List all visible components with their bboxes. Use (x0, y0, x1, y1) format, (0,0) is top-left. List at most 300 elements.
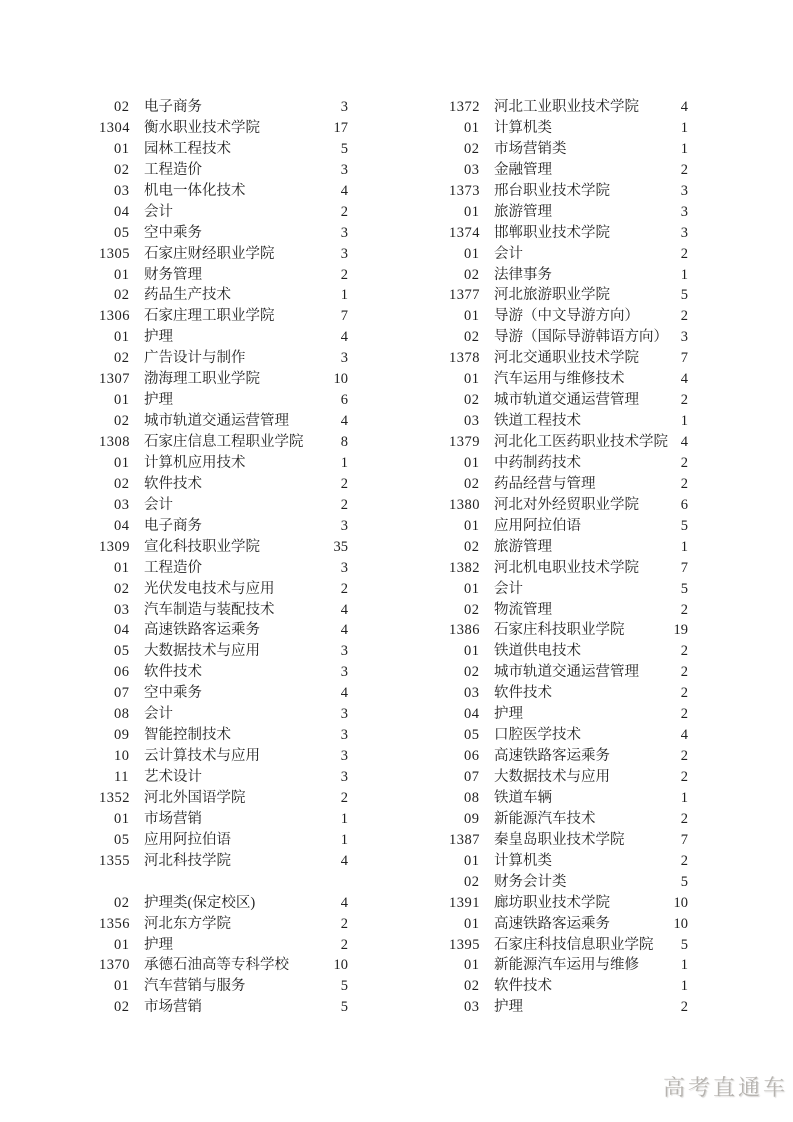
row-code: 02 (464, 329, 480, 346)
row-count: 7 (680, 559, 688, 576)
row-code: 02 (114, 475, 130, 492)
row-code: 01 (464, 454, 480, 471)
major-row (97, 725, 348, 746)
row-count: 2 (680, 810, 688, 827)
row-code: 1370 (99, 957, 130, 974)
row-count: 4 (340, 685, 348, 702)
row-count: 3 (340, 224, 348, 241)
school-row (447, 348, 688, 369)
major-row (447, 641, 688, 662)
row-code: 03 (464, 161, 480, 178)
row-name: 高速铁路客运乘务 (494, 748, 610, 765)
major-row (447, 390, 688, 411)
row-count: 5 (680, 580, 688, 597)
major-row (97, 265, 348, 286)
row-name: 新能源汽车技术 (494, 810, 596, 827)
school-row (97, 914, 348, 935)
row-code: 02 (114, 894, 130, 911)
row-code: 1373 (449, 182, 480, 199)
row-code: 02 (464, 266, 480, 283)
major-row (447, 327, 688, 348)
row-name: 铁道供电技术 (494, 643, 581, 660)
row-count: 10 (673, 894, 688, 911)
row-count: 3 (340, 161, 348, 178)
major-row (447, 244, 688, 265)
row-code: 03 (114, 182, 130, 199)
row-name: 金融管理 (494, 161, 552, 178)
row-count: 2 (340, 936, 348, 953)
row-count: 2 (680, 245, 688, 262)
major-row (97, 181, 348, 202)
row-count: 2 (680, 852, 688, 869)
row-count: 5 (340, 999, 348, 1016)
row-count: 3 (340, 99, 348, 115)
row-name: 法律事务 (494, 266, 552, 283)
row-code: 01 (464, 643, 480, 660)
row-code: 05 (114, 643, 130, 660)
school-row (97, 851, 348, 872)
row-count: 2 (340, 475, 348, 492)
row-count: 7 (680, 350, 688, 367)
major-row (97, 223, 348, 244)
row-name: 云计算技术与应用 (144, 748, 260, 765)
row-code: 01 (114, 266, 130, 283)
row-code: 02 (464, 601, 480, 618)
row-code: 02 (464, 140, 480, 157)
major-row (447, 160, 688, 181)
row-name: 智能控制技术 (144, 727, 231, 744)
row-count: 2 (340, 915, 348, 932)
row-name: 铁道车辆 (494, 789, 552, 806)
row-count: 4 (680, 727, 688, 744)
row-code: 1356 (99, 915, 130, 932)
school-row (447, 893, 688, 914)
major-row (447, 474, 688, 495)
row-code: 1308 (99, 434, 130, 450)
major-row (447, 579, 688, 600)
row-count: 2 (680, 308, 688, 325)
row-name: 会计 (144, 496, 173, 513)
row-count: 2 (680, 161, 688, 178)
row-count: 2 (340, 789, 348, 806)
row-code: 02 (114, 350, 130, 367)
school-row (447, 830, 688, 851)
row-code: 02 (114, 413, 130, 430)
row-code: 01 (114, 810, 130, 827)
row-code: 11 (114, 769, 129, 785)
school-row (447, 285, 688, 306)
major-row (447, 872, 688, 893)
major-row (97, 516, 348, 537)
row-count: 10 (333, 957, 348, 974)
row-name: 邯郸职业技术学院 (494, 224, 610, 241)
row-name: 财务会计类 (494, 873, 567, 890)
row-count: 1 (340, 831, 348, 848)
row-count: 4 (340, 329, 348, 346)
row-name: 机电一体化技术 (144, 182, 246, 199)
row-code: 01 (464, 915, 480, 932)
row-count: 3 (680, 203, 688, 220)
row-code: 10 (114, 748, 130, 765)
major-row (447, 914, 688, 935)
major-row (447, 788, 688, 809)
row-count: 3 (340, 559, 348, 576)
row-code: 01 (114, 140, 130, 157)
major-row (97, 976, 348, 997)
major-row (447, 516, 688, 537)
row-name: 光伏发电技术与应用 (144, 580, 275, 597)
row-name: 软件技术 (144, 475, 202, 492)
row-code: 01 (464, 852, 480, 869)
row-name: 石家庄科技信息职业学院 (494, 936, 654, 953)
row-code: 02 (464, 392, 480, 409)
row-count: 5 (340, 140, 348, 157)
row-code: 01 (464, 517, 480, 534)
row-count: 1 (680, 538, 688, 555)
row-count: 1 (680, 266, 688, 283)
row-code: 01 (464, 580, 480, 597)
row-name: 大数据技术与应用 (494, 769, 610, 785)
row-name: 石家庄科技职业学院 (494, 622, 625, 639)
row-code: 01 (464, 119, 480, 136)
school-row (97, 244, 348, 265)
row-count: 3 (340, 706, 348, 723)
major-row (447, 955, 688, 976)
major-row (97, 893, 348, 914)
row-code: 03 (114, 601, 130, 618)
row-code: 09 (114, 727, 130, 744)
row-count: 3 (680, 329, 688, 346)
row-name: 河北对外经贸职业学院 (494, 496, 639, 513)
row-code: 04 (114, 203, 130, 220)
row-name: 河北机电职业技术学院 (494, 559, 639, 576)
row-count: 1 (680, 140, 688, 157)
row-name: 计算机类 (494, 119, 552, 136)
major-row (97, 411, 348, 432)
school-row (97, 432, 348, 453)
row-count: 2 (680, 475, 688, 492)
row-name: 护理 (144, 329, 173, 346)
row-name: 计算机类 (494, 852, 552, 869)
row-name: 新能源汽车运用与维修 (494, 957, 639, 974)
row-code: 09 (464, 810, 480, 827)
row-count: 4 (680, 99, 688, 115)
major-row (97, 97, 348, 118)
major-row (447, 202, 688, 223)
school-row (447, 935, 688, 956)
row-code: 02 (464, 873, 480, 890)
row-code: 04 (464, 706, 480, 723)
row-code: 1378 (449, 350, 480, 367)
row-count: 4 (680, 434, 688, 450)
row-name: 汽车运用与维修技术 (494, 371, 625, 388)
row-name: 汽车制造与装配技术 (144, 601, 275, 618)
row-name: 护理 (494, 706, 523, 723)
row-code: 02 (114, 287, 130, 304)
major-row (447, 683, 688, 704)
row-count: 2 (680, 454, 688, 471)
row-count: 5 (680, 517, 688, 534)
row-name: 护理 (144, 936, 173, 953)
row-code: 1352 (99, 789, 130, 806)
major-row (447, 265, 688, 286)
school-row (97, 369, 348, 390)
row-name: 护理 (144, 392, 173, 409)
row-name: 河北旅游职业学院 (494, 287, 610, 304)
row-name: 河北东方学院 (144, 915, 231, 932)
row-code: 06 (114, 664, 130, 681)
major-row (97, 558, 348, 579)
row-code: 1386 (449, 622, 480, 639)
row-count: 2 (340, 580, 348, 597)
row-count: 5 (680, 287, 688, 304)
row-name: 邢台职业技术学院 (494, 182, 610, 199)
major-row (97, 348, 348, 369)
row-code: 07 (464, 769, 480, 785)
row-code: 01 (464, 203, 480, 220)
row-code: 1307 (99, 371, 130, 388)
row-count: 1 (340, 287, 348, 304)
row-name: 软件技术 (144, 664, 202, 681)
major-row (97, 285, 348, 306)
row-name: 旅游管理 (494, 203, 552, 220)
major-row (447, 118, 688, 139)
row-name: 承德石油高等专科学校 (144, 957, 289, 974)
row-name: 园林工程技术 (144, 140, 231, 157)
major-row (97, 327, 348, 348)
row-name: 软件技术 (494, 685, 552, 702)
row-name: 铁道工程技术 (494, 413, 581, 430)
row-name: 财务管理 (144, 266, 202, 283)
row-code: 1379 (449, 434, 480, 450)
school-row (447, 558, 688, 579)
row-name: 城市轨道交通运营管理 (144, 413, 289, 430)
row-count: 1 (340, 810, 348, 827)
school-row (447, 223, 688, 244)
row-name: 汽车营销与服务 (144, 978, 246, 995)
row-count: 4 (340, 852, 348, 869)
row-count: 2 (680, 643, 688, 660)
row-name: 秦皇岛职业技术学院 (494, 831, 625, 848)
row-name: 中药制药技术 (494, 454, 581, 471)
row-code: 02 (464, 475, 480, 492)
row-name: 应用阿拉伯语 (494, 517, 581, 534)
row-name: 计算机应用技术 (144, 454, 246, 471)
major-row (97, 202, 348, 223)
row-count: 19 (673, 622, 688, 639)
row-name: 会计 (494, 580, 523, 597)
row-count: 4 (680, 371, 688, 388)
row-name: 市场营销 (144, 810, 202, 827)
row-name: 电子商务 (144, 99, 202, 115)
row-name: 高速铁路客运乘务 (144, 622, 260, 639)
school-row (97, 118, 348, 139)
row-name: 市场营销类 (494, 140, 567, 157)
row-count: 1 (680, 957, 688, 974)
row-name: 物流管理 (494, 601, 552, 618)
row-count: 3 (340, 350, 348, 367)
major-row (97, 453, 348, 474)
row-code: 03 (464, 999, 480, 1016)
row-code: 04 (114, 622, 130, 639)
row-count: 2 (680, 601, 688, 618)
major-row (97, 390, 348, 411)
row-count: 3 (340, 769, 348, 785)
row-count: 4 (340, 622, 348, 639)
row-count: 3 (340, 643, 348, 660)
row-code: 02 (114, 999, 130, 1016)
major-row (447, 704, 688, 725)
major-row (97, 139, 348, 160)
row-count: 10 (333, 371, 348, 388)
row-code: 01 (114, 454, 130, 471)
school-row (447, 620, 688, 641)
row-name: 药品经营与管理 (494, 475, 596, 492)
row-code: 04 (114, 517, 130, 534)
school-row (97, 537, 348, 558)
row-code: 02 (114, 580, 130, 597)
row-code: 1305 (99, 245, 130, 262)
major-row (97, 495, 348, 516)
row-code: 1374 (449, 224, 480, 241)
row-count: 6 (680, 496, 688, 513)
row-name: 口腔医学技术 (494, 727, 581, 744)
major-row (97, 683, 348, 704)
row-code: 1382 (449, 559, 480, 576)
row-name: 护理类(保定校区) (144, 894, 256, 911)
row-count: 1 (680, 978, 688, 995)
row-name: 大数据技术与应用 (144, 643, 260, 660)
row-code: 1309 (99, 538, 130, 555)
row-name: 艺术设计 (144, 769, 202, 785)
blank-row (97, 872, 348, 893)
row-name: 衡水职业技术学院 (144, 119, 260, 136)
row-count: 5 (680, 873, 688, 890)
major-row (447, 600, 688, 621)
row-count: 2 (680, 769, 688, 785)
school-row (447, 432, 688, 453)
row-count: 7 (680, 831, 688, 848)
major-row (97, 600, 348, 621)
row-code: 1304 (99, 119, 130, 136)
school-row (447, 495, 688, 516)
row-code: 05 (464, 727, 480, 744)
row-code: 08 (114, 706, 130, 723)
row-code: 01 (114, 936, 130, 953)
row-code: 02 (464, 978, 480, 995)
major-row (447, 976, 688, 997)
major-row (97, 767, 348, 788)
row-code: 02 (464, 538, 480, 555)
row-count: 2 (340, 496, 348, 513)
row-code: 1387 (449, 831, 480, 848)
row-count: 1 (680, 789, 688, 806)
row-count: 3 (340, 664, 348, 681)
row-name: 廊坊职业技术学院 (494, 894, 610, 911)
major-row (447, 746, 688, 767)
row-name: 应用阿拉伯语 (144, 831, 231, 848)
major-row (97, 809, 348, 830)
row-count: 3 (340, 727, 348, 744)
row-name: 旅游管理 (494, 538, 552, 555)
row-code: 01 (114, 559, 130, 576)
row-name: 石家庄信息工程职业学院 (144, 434, 304, 450)
row-name: 河北科技学院 (144, 852, 231, 869)
row-name: 会计 (494, 245, 523, 262)
major-row (97, 662, 348, 683)
major-row (447, 369, 688, 390)
row-code: 02 (114, 161, 130, 178)
major-row (447, 725, 688, 746)
row-count: 6 (340, 392, 348, 409)
row-code: 05 (114, 224, 130, 241)
major-row (97, 474, 348, 495)
row-count: 3 (680, 182, 688, 199)
watermark-text: 高考直通车 (662, 1075, 788, 1100)
row-code: 1306 (99, 308, 130, 325)
row-code: 1391 (449, 894, 480, 911)
row-code: 03 (464, 685, 480, 702)
row-code: 1355 (99, 852, 130, 869)
row-count: 35 (333, 538, 348, 555)
row-name: 会计 (144, 706, 173, 723)
row-count: 2 (340, 203, 348, 220)
row-code: 07 (114, 685, 130, 702)
row-code: 01 (464, 371, 480, 388)
row-count: 2 (680, 706, 688, 723)
row-count: 8 (340, 434, 348, 450)
row-count: 2 (680, 685, 688, 702)
row-code: 01 (464, 308, 480, 325)
row-name: 河北化工医药职业技术学院 (494, 434, 668, 450)
row-code: 01 (114, 978, 130, 995)
row-name: 河北外国语学院 (144, 789, 246, 806)
row-code: 03 (114, 496, 130, 513)
row-count: 2 (680, 748, 688, 765)
major-row (97, 160, 348, 181)
major-row (447, 306, 688, 327)
major-row (447, 809, 688, 830)
row-count: 2 (680, 664, 688, 681)
row-code: 1372 (449, 99, 480, 115)
row-code: 1395 (449, 936, 480, 953)
school-row (97, 955, 348, 976)
major-row (97, 641, 348, 662)
row-name: 护理 (494, 999, 523, 1016)
row-name: 导游（国际导游韩语方向） (494, 329, 668, 346)
row-name: 河北工业职业技术学院 (494, 99, 639, 115)
row-code: 01 (114, 392, 130, 409)
row-name: 空中乘务 (144, 685, 202, 702)
row-code: 01 (114, 329, 130, 346)
row-code: 02 (464, 664, 480, 681)
major-row (447, 139, 688, 160)
row-name: 工程造价 (144, 559, 202, 576)
row-code: 1380 (449, 496, 480, 513)
major-row (447, 662, 688, 683)
row-count: 4 (340, 413, 348, 430)
row-count: 3 (340, 245, 348, 262)
major-row (447, 537, 688, 558)
row-count: 5 (680, 936, 688, 953)
row-count: 5 (340, 978, 348, 995)
major-row (447, 411, 688, 432)
major-row (97, 704, 348, 725)
row-count: 3 (680, 224, 688, 241)
row-name: 电子商务 (144, 517, 202, 534)
row-code: 01 (464, 245, 480, 262)
row-count: 7 (340, 308, 348, 325)
